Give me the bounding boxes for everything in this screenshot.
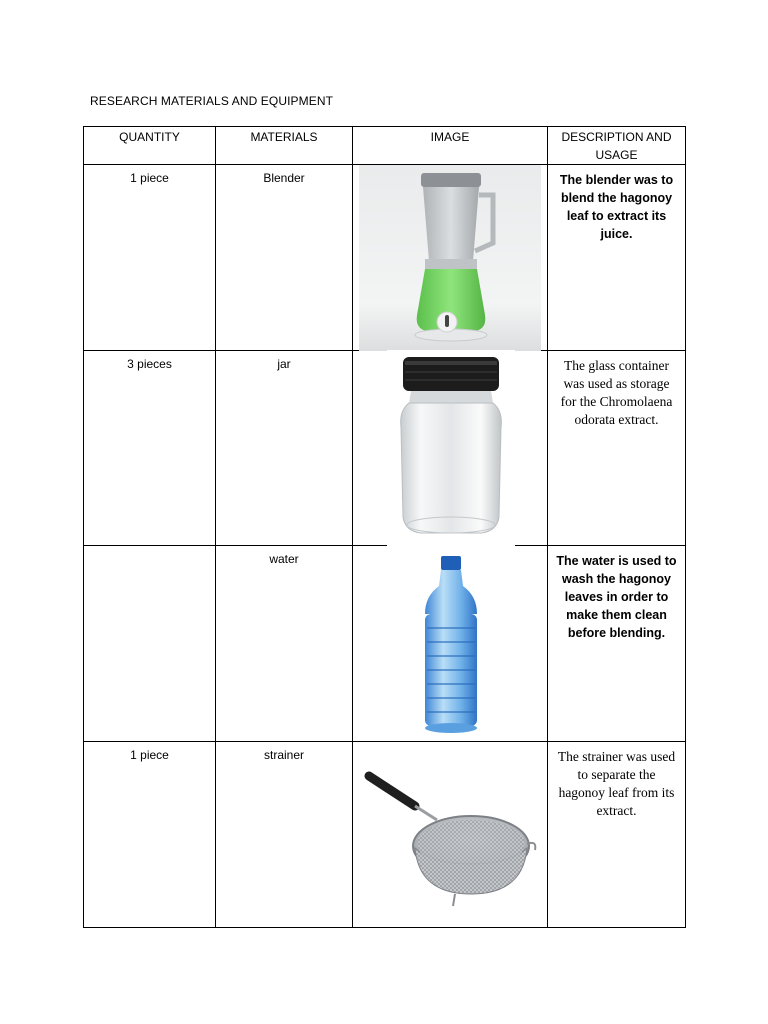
materials-table bbox=[83, 126, 686, 928]
table-row bbox=[84, 546, 686, 742]
header-image: IMAGE bbox=[353, 127, 548, 165]
glass-jar-image bbox=[391, 355, 511, 539]
quantity-cell: 1 piece bbox=[84, 742, 216, 928]
image-overlap bbox=[387, 350, 515, 353]
header-materials: MATERIALS bbox=[216, 127, 353, 165]
image-cell bbox=[353, 742, 548, 928]
material-cell: Blender bbox=[216, 165, 353, 351]
description-cell: The blender was to blend the hagonoy leaf to extract its juice. bbox=[548, 165, 686, 351]
quantity-cell: 1 piece bbox=[84, 165, 216, 351]
image-cell bbox=[353, 546, 548, 742]
table-row bbox=[84, 351, 686, 546]
description-cell: The water is used to wash the hagonoy leaves in order to make them clean before blending. bbox=[548, 546, 686, 742]
page-title: RESEARCH MATERIALS AND EQUIPMENT bbox=[90, 94, 334, 108]
table-row bbox=[84, 742, 686, 928]
strainer-image bbox=[359, 744, 541, 924]
material-cell: water bbox=[216, 546, 353, 742]
quantity-cell bbox=[84, 546, 216, 742]
quantity-cell: 3 pieces bbox=[84, 351, 216, 546]
description-cell: The strainer was used to separate the hagonoy leaf from its extract. bbox=[548, 742, 686, 928]
image-cell bbox=[353, 165, 548, 351]
table-row bbox=[84, 165, 686, 351]
image-cell bbox=[353, 351, 548, 546]
blender-image bbox=[359, 165, 541, 351]
material-cell: jar bbox=[216, 351, 353, 546]
header-quantity: QUANTITY bbox=[84, 127, 216, 165]
table-header-row bbox=[84, 127, 686, 165]
material-cell: strainer bbox=[216, 742, 353, 928]
header-description: DESCRIPTION AND USAGE bbox=[548, 127, 686, 165]
image-overlap bbox=[387, 545, 515, 548]
description-cell: The glass container was used as storage for the Chromolaena odorata extract. bbox=[548, 351, 686, 546]
water-bottle-image bbox=[419, 556, 483, 740]
